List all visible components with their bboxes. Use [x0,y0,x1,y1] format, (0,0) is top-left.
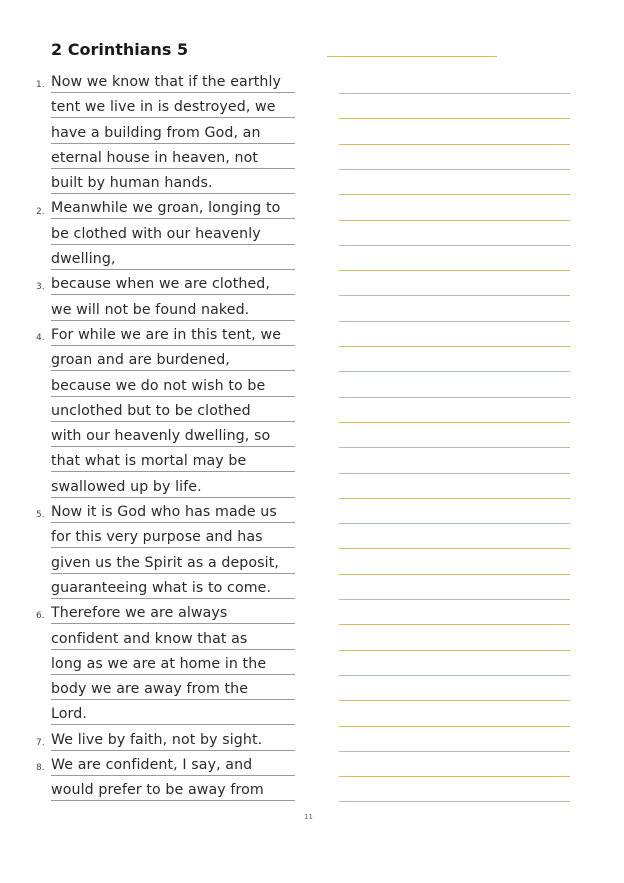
verse-text: eternal house in heaven, not [51,149,259,166]
verse-line [51,295,295,320]
verse-line [51,93,295,118]
verse-line [51,245,295,270]
verse-line [51,776,295,801]
handwriting-line[interactable] [339,245,570,246]
verse-text: Lord. [51,706,87,723]
handwriting-line[interactable] [339,295,570,296]
verse-text: Meanwhile we groan, longing to [51,200,281,217]
verse-line [51,169,295,194]
verse-text: For while we are in this tent, we [51,326,282,343]
verse-text: would prefer to be away from [51,782,264,799]
verse-line [51,144,295,169]
verse-line [51,422,295,447]
verse-line [51,321,295,346]
verse-text: we will not be found naked. [51,301,250,318]
verse-text: swallowed up by life. [51,478,202,495]
verse-text: Now we know that if the earthly [51,73,282,90]
handwriting-line[interactable] [339,523,570,524]
verse-text: long as we are at home in the [51,655,267,672]
handwriting-line[interactable] [339,447,570,448]
handwriting-line[interactable] [339,371,570,372]
verse-text: unclothed but to be clothed [51,402,251,419]
handwriting-line[interactable] [339,346,570,347]
verse-line [51,68,295,93]
verse-text: tent we live in is destroyed, we [51,99,276,116]
verse-text: built by human hands. [51,175,213,192]
verse-line [51,498,295,523]
verse-number: 6. [36,611,45,622]
verse-text: because when we are clothed, [51,276,270,293]
verse-text: because we do not wish to be [51,377,266,394]
handwriting-line[interactable] [339,169,570,170]
verse-text: Therefore we are always [51,605,228,622]
verse-line [51,751,295,776]
verse-number: 2. [36,206,45,217]
handwriting-line[interactable] [339,650,570,651]
title-writing-line [327,56,497,57]
verse-line [51,194,295,219]
handwriting-line[interactable] [339,498,570,499]
verse-text: confident and know that as [51,630,248,647]
handwriting-line[interactable] [339,574,570,575]
verse-text: that what is mortal may be [51,453,247,470]
verse-text: be clothed with our heavenly [51,225,261,242]
handwriting-line[interactable] [339,397,570,398]
handwriting-line[interactable] [339,700,570,701]
verse-text: We live by faith, not by sight. [51,731,263,748]
handwriting-line[interactable] [339,194,570,195]
verse-text: We are confident, I say, and [51,757,253,774]
handwriting-line[interactable] [339,624,570,625]
verse-line [51,726,295,751]
verse-text: given us the Spirit as a deposit, [51,554,279,571]
verse-number: 5. [36,510,45,521]
verse-line [51,574,295,599]
handwriting-line[interactable] [339,473,570,474]
verse-line [51,397,295,422]
verse-line [51,624,295,649]
handwriting-line[interactable] [339,776,570,777]
verse-number: 7. [36,737,45,748]
verse-line [51,548,295,573]
handwriting-line[interactable] [339,675,570,676]
verse-number: 1. [36,80,45,90]
handwriting-line[interactable] [339,270,570,271]
handwriting-line[interactable] [339,751,570,752]
verse-text: have a building from God, an [51,124,261,141]
verse-text: with our heavenly dwelling, so [51,428,271,445]
verse-line [51,650,295,675]
handwriting-line[interactable] [339,220,570,221]
page-number: 11 [304,813,313,821]
verse-line [51,447,295,472]
handwriting-line[interactable] [339,726,570,727]
verse-line [51,270,295,295]
handwriting-line[interactable] [339,599,570,600]
handwriting-line[interactable] [339,548,570,549]
verse-text: Now it is God who has made us [51,504,277,521]
verse-line [51,523,295,548]
verse-text: guaranteeing what is to come. [51,579,272,596]
verse-number: 4. [36,333,45,343]
verse-text: groan and are burdened, [51,352,230,369]
verse-text: dwelling, [51,251,116,268]
verse-line [51,599,295,624]
verse-line [51,118,295,143]
verse-line [51,675,295,700]
verse-line [51,220,295,245]
verse-line [51,473,295,498]
page-title: 2 Corinthians 5 [51,40,189,59]
verse-number: 8. [36,763,45,774]
handwriting-line[interactable] [339,118,570,119]
handwriting-line[interactable] [339,801,570,802]
handwriting-line[interactable] [339,144,570,145]
verse-number: 3. [36,282,45,293]
handwriting-line[interactable] [339,93,570,94]
verse-line [51,371,295,396]
handwriting-line[interactable] [339,422,570,423]
verse-line [51,700,295,725]
verse-line [51,346,295,371]
handwriting-line[interactable] [339,321,570,322]
verse-text: for this very purpose and has [51,529,263,546]
verse-text: body we are away from the [51,681,249,698]
